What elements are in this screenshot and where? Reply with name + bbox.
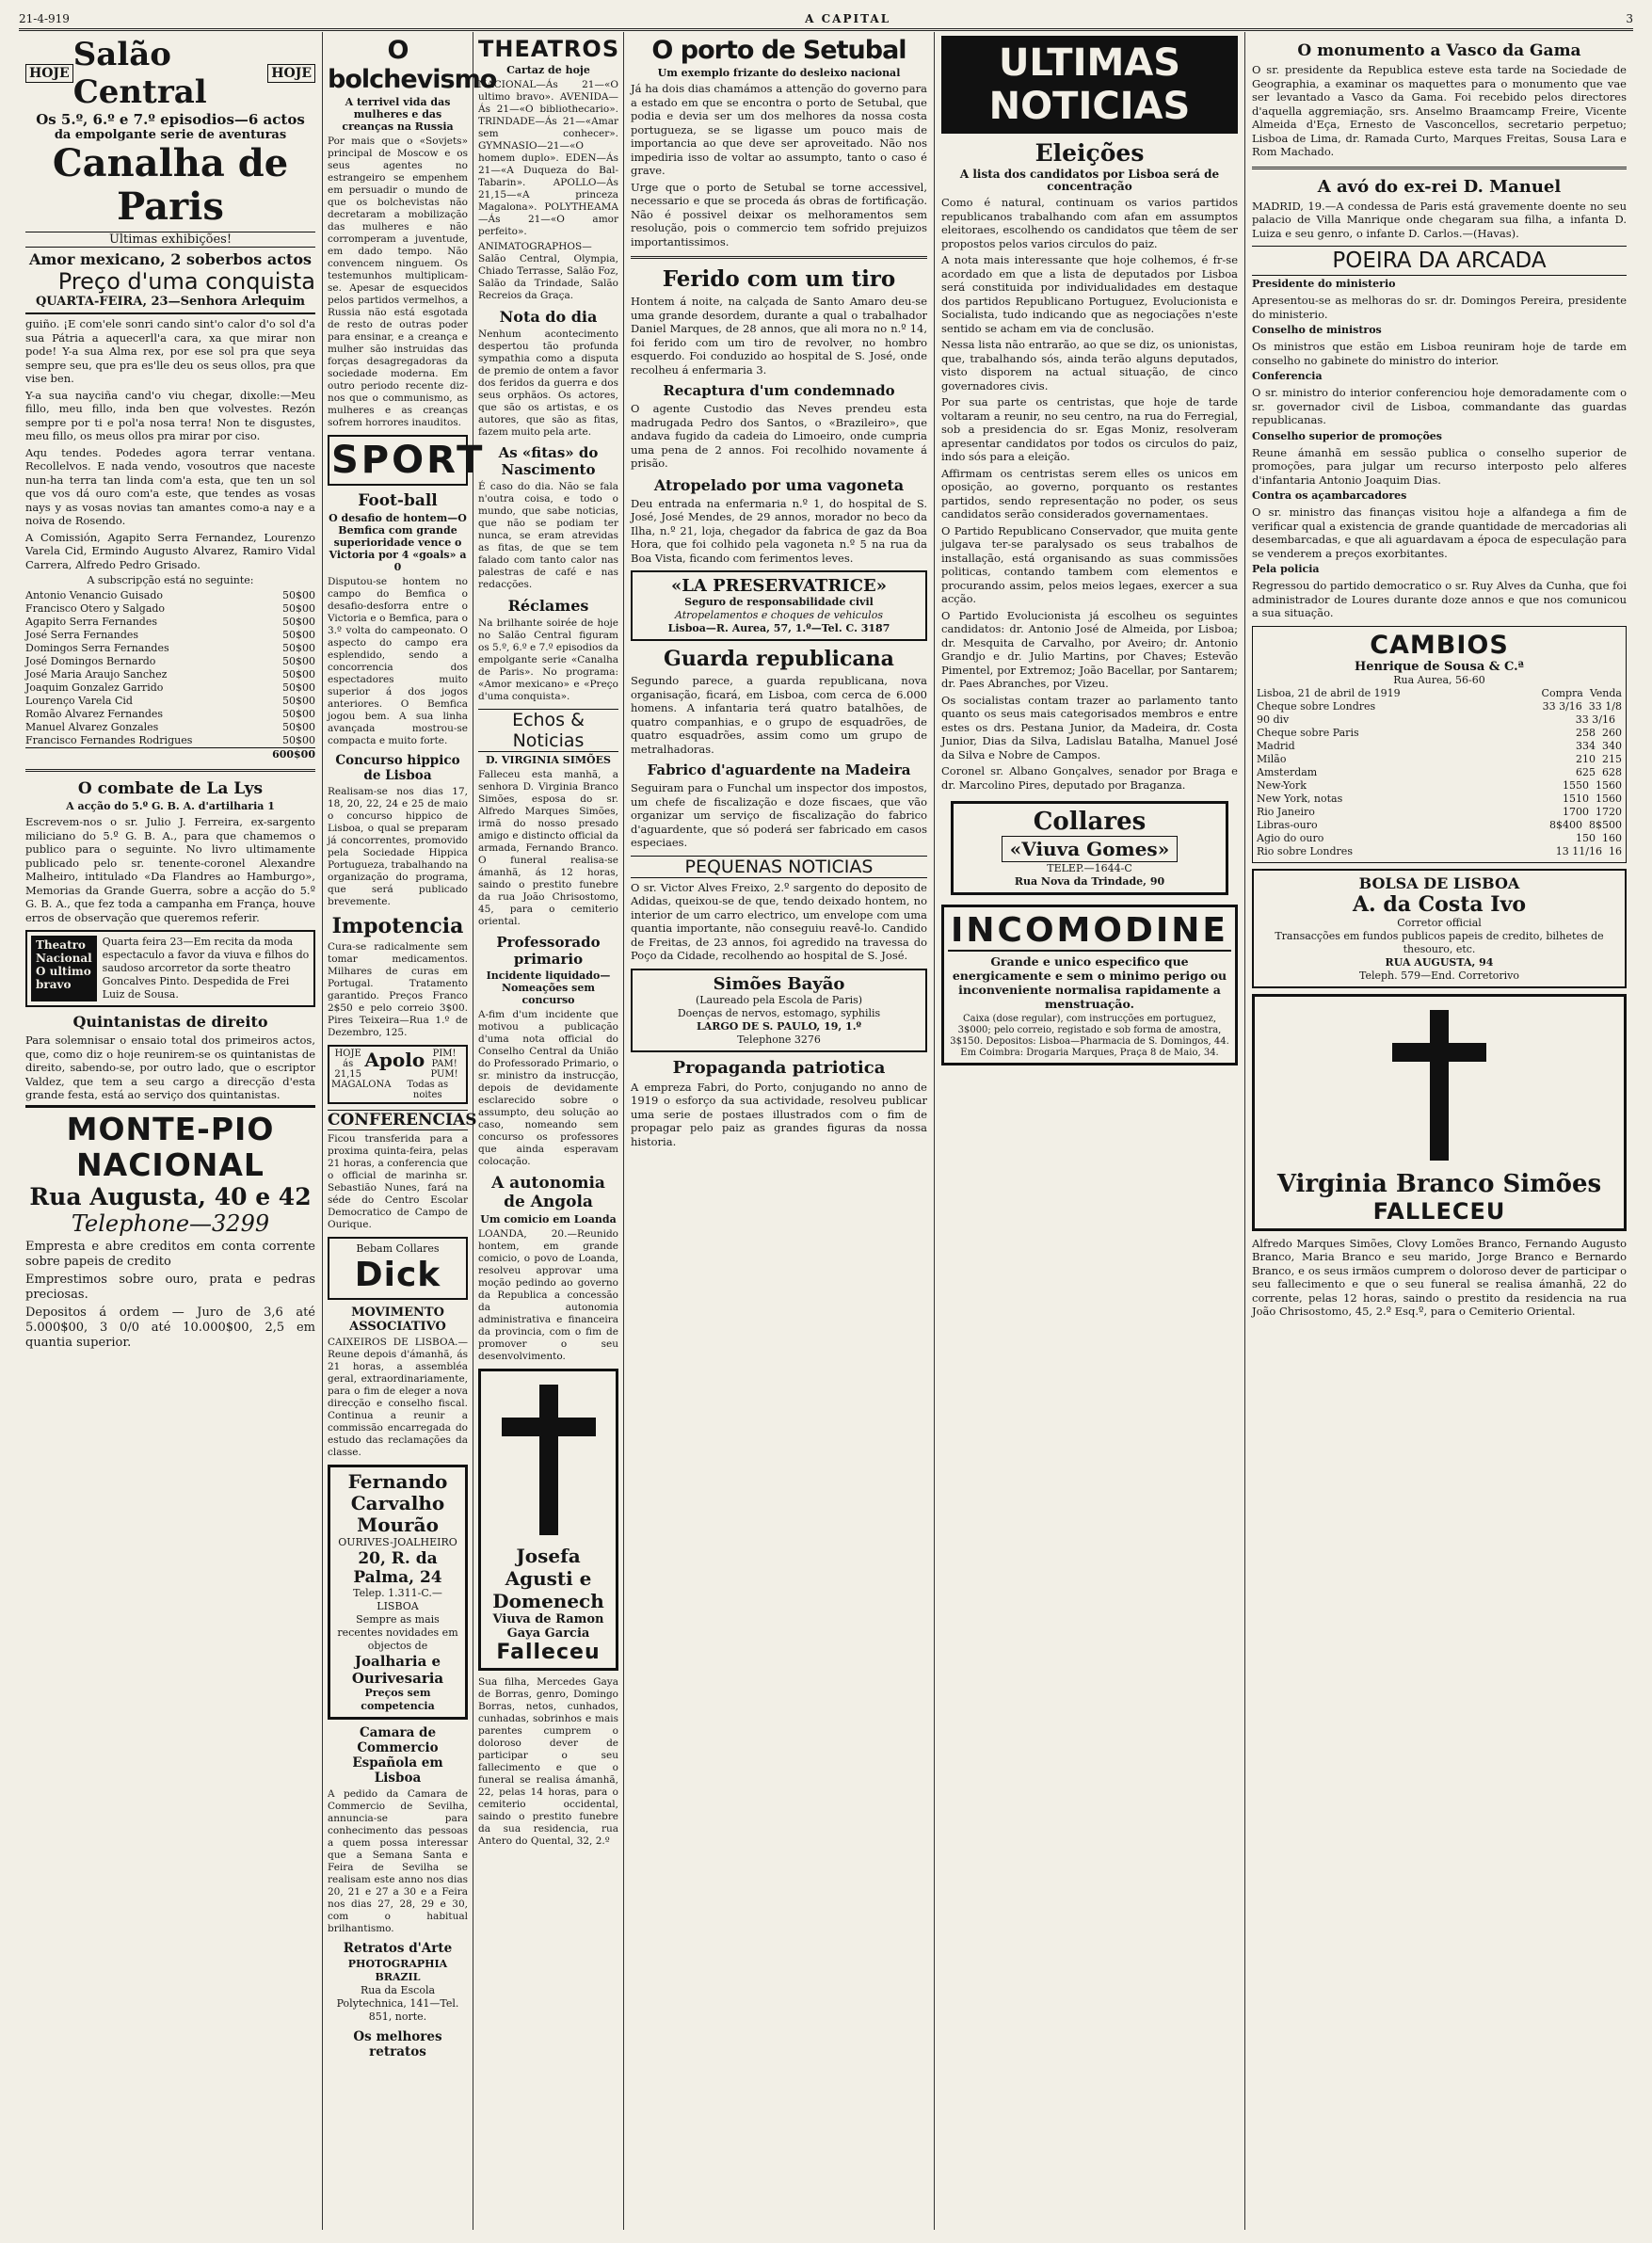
subscriber-name: Romão Alvarez Fernandes [25,708,164,720]
rate-name: Cheque sobre Londres [1257,699,1376,713]
rate-venda: 1720 [1596,805,1622,818]
impotencia-headline: Impotencia [331,914,464,938]
ivo-address: RUA AUGUSTA, 94 [1385,955,1494,969]
movimento-headline: MOVIMENTO ASSOCIATIVO [349,1306,446,1334]
virginia-subhead: D. VIRGINIA SIMÕES [486,754,611,766]
dick-ad [328,1237,468,1300]
recaptura-headline: Recaptura d'um condemnado [663,382,895,399]
viuva-gomes: «Viuva Gomes» [1002,836,1178,862]
theatro-nacional-ad [25,930,315,1007]
vb-falleceu: FALLECEU [1372,1197,1506,1225]
fc-joalharia: Joalharia e Ourivesaria [351,1653,444,1687]
porto-headline: O porto de Setubal [651,36,906,65]
pequenas-text: O sr. Victor Alves Freixo, 2.º sargento do deposito de Adidas, queixou-se de que, tendo deixado hontem, no interior de um carro electrico, um envelope com uma quantia importante, não conseguiu reavê-lo. Candido de Freitas, de 23 annos, foi agredido na travessa do Poço da Cidade, recolhendo ao hospital de S. José. [631,880,927,962]
incomodine-small: Caixa (dose regular), com instrucções em portuguez, 3$000; pelo correio, registado e sob forma de amostra, 3$150. Depositos: Lisboa—Pharmacia de S. Domingos, 44. Em Coimbra: Drogaria Marques, Praça 8 de Maio, 34. [950,1014,1229,1058]
ivo-text: Transacções em fundos publicos papeis de credito, bilhetes de thesouro, etc. [1275,929,1604,955]
reclames-headline: Réclames [507,597,589,615]
quintanistas-headline: Quintanistas de direito [72,1013,268,1031]
eleicoes-text: Como é natural, continuam os varios partidos republicanos trabalhando com afan em assumptos eleitoraes, escolhendo os candidatos que têem de ser propostos pelos varios circulos do paiz. [941,196,1238,250]
josefa-viuva: Viuva de Ramon Gaya Garcia [492,1612,604,1641]
subscriber-name: José Domingos Bernardo [25,655,156,667]
montepio-title: MONTE-PIO NACIONAL [66,1110,275,1183]
fitas-headline: As «fitas» do Nascimento [498,444,599,478]
rate-row [1257,832,1622,845]
bolsa-ad [1252,869,1627,988]
subscription-row [25,695,315,708]
acambarcadores-text: O sr. ministro das finanças visitou hoje a alfandega a fim de verificar qual a existencia de grande quantidade de mercadorias ali desembarcadas, e que ali aguardavam a época de especulação para se venderem a preços exorbitantes. [1252,505,1627,560]
ivo-telephone: Teleph. 579—End. Corretorivo [1358,969,1519,982]
rate-row [1257,700,1622,713]
apolo-magalona: MAGALONA [331,1080,392,1090]
cross-icon [492,1385,605,1535]
policia-headline: Pela policia [1252,563,1320,575]
cambios-venda: Venda [1589,686,1622,699]
vasco-text: O sr. presidente da Republica esteve esta tarde na Sociedade de Geographia, a examinar os maquettes para o monumento que vae ser levantado a Vasco da Gama. Foi recebido pelos directores d'aquella aggremiação, srs. Anselmo Braamcamp Freire, Vicente Almeida d'Eça, Ernesto de Vasconcellos, secretario perpetuo; Lisboa de Lima, dr. Ramada Curto, Marques Freitas, Sousa Lara e Rom Machado. [1252,63,1627,158]
ultimas-title: ULTIMAS NOTICIAS [988,41,1191,128]
apolo-time: HOJE ás 21,15 [334,1049,362,1080]
cambios-compra: Compra [1541,686,1583,699]
sport-title: SPORT [331,439,486,482]
rate-venda: 215 [1602,752,1622,765]
cambios-box [1252,626,1627,863]
bayao-line: Doenças de nervos, estomago, syphilis [677,1006,881,1019]
salao-line2: da empolgante serie de aventuras [54,128,287,142]
subscription-row [25,642,315,655]
salao-film-title: Canalha de Paris [52,141,289,229]
fabrico-headline: Fabrico d'aguardente na Madeira [647,761,911,778]
hoje-label-left: HOJE [25,64,73,83]
rate-compra: 210 [1576,752,1596,765]
lys-text: Escrevem-nos o sr. Julio J. Ferreira, ex-sargento miliciano do 5.º G. B. A., para que chamemos o publico para o seguinte. No livro ultimamente publicado pelo sr. tenente-coronel Alexandre Malheiro, intitulado «Da Flandres ao Hamburgo», Memorias da Grande Guerra, sobre a acção do 5.º G. B. A., que fez toda a campanha em França, houve erros de observação que queremos referir. [25,815,315,924]
rate-name: Agio do ouro [1257,831,1324,844]
subscription-row [25,708,315,721]
rate-name: Amsterdam [1257,765,1318,778]
subscriber-name: Francisco Otero y Salgado [25,602,166,615]
cambios-date: Lisboa, 21 de abril de 1919 [1257,686,1401,699]
conferencia-headline: Conferencia [1252,370,1323,382]
virginia-text: Falleceu esta manhã, a senhora D. Virginia Branco Simões, esposa do sr. Alfredo Marques Simões, irmã do nosso presado amigo e distincto official da armada, Fernando Branco. O funeral realisa-se ámanhã, ás 12 horas, saindo o prestito funebre da rua João Chrisostomo, 45, para o cemiterio oriental. [478,769,618,927]
subscriber-name: Lourenço Varela Cid [25,695,133,707]
eleicoes-headline: Eleições [1035,139,1145,167]
newspaper-page [19,32,1633,2230]
subscriber-value: 50$00 [282,721,315,733]
rate-venda: 340 [1602,739,1622,752]
pequenas-headline: PEQUENAS NOTICIAS [631,856,927,878]
subscriber-name: Domingos Serra Fernandes [25,642,169,654]
subscriber-name: Joaquim Gonzalez Garrido [25,681,164,694]
salao-amor: Amor mexicano, 2 soberbos actos [28,250,313,268]
dick-title: Dick [354,1256,441,1294]
cambios-firm: Henrique de Sousa & C.ª [1354,659,1525,674]
salao-line1: Os 5.º, 6.º e 7.º episodios—6 actos [36,111,305,128]
bayao-telephone: Telephone 3276 [737,1033,821,1046]
rate-row [1257,727,1622,740]
subscription-row [25,629,315,642]
rate-compra: 13 11/16 [1555,844,1602,857]
apolo-row [331,1049,464,1080]
subscriber-value: 50$00 [282,616,315,628]
rate-compra: 33 3/16 [1575,713,1615,726]
montepio-line: Empresta e abre creditos em conta corrente sobre papeis de credito [25,1239,315,1269]
subscription-row [25,589,315,602]
incomodine-title: INCOMODINE [948,911,1231,952]
cross-icon [1383,1010,1496,1161]
conselho-headline: Conselho de ministros [1252,324,1382,336]
subscriber-value: 50$00 [282,681,315,694]
avo-headline: A avó do ex-rei D. Manuel [1317,176,1562,197]
rate-compra: 8$400 [1549,818,1582,831]
rate-name: 90 div [1257,713,1290,726]
theatro-bravo: O ultimo bravo [36,965,91,991]
montepio-line: Emprestimos sobre ouro, prata e pedras preciosas. [25,1272,315,1302]
nota-headline: Nota do dia [499,308,598,326]
subscription-row [25,655,315,668]
avo-text: MADRID, 19.—A condessa de Paris está gravemente doente no seu palacio de Villa Manrique onde chegaram sua filha, a infanta D. Luiza e seu genro, o infante D. Carlos.—(Havas). [1252,199,1627,240]
fc-telephone: Telep. 1.311-C.—LISBOA [353,1587,442,1612]
eleicoes-text: Os socialistas contam trazer ao parlamento tanto quanto os seus mais categorisados membros e entre estes os drs. Pestana Junior, da Madeira, dr. Costa Junior, Dias da Silva, Ladislau Batalha, Manuel José da Silva e Nobre de Campos. [941,693,1238,761]
professorado-headline: Professorado primario [496,934,601,968]
subscription-list [25,589,315,761]
subscriber-value: 50$00 [282,589,315,601]
conferencias-headline: CONFERENCIAS [328,1111,477,1130]
fabrico-text: Seguiram para o Funchal um inspector dos impostos, um chefe de fiscalização e doze fiscaes, que vão organizar um serviço de fiscalização do fabrico d'aguardente, que só poderá ser fabricado em casos especiaes. [631,781,927,849]
subscriber-value: 50$00 [282,708,315,720]
josefa-falleceu: Falleceu [496,1641,601,1664]
football-subhead: O desafio de hontem—O Bemfica com grande superioridade vence o Victoria por 4 «goals» a 0 [329,512,467,573]
eleicoes-text: O Partido Republicano Conservador, que muita gente julgava ter-se paralysado os seus trabalhos de installação, está organisando as suas commissões politicas, contando tambem com elementos e procurando assim, pelos meios legaes, exercer a sua acção. [941,523,1238,605]
professorado-text: A-fim d'um incidente que motivou a publicação d'uma nota official do Conselho Central da União do Professorado Primario, o sr. ministro da instrucção, depois de devidamente esclarecido sobre o assumpto, deu solução ao caso, nomeando sem concurso os professores que ainda esperavam colocação. [478,1009,618,1167]
rate-row [1257,766,1622,779]
vasco-headline: O monumento a Vasco da Gama [1297,41,1581,60]
montepio-line: Depositos á ordem — Juro de 3,6 até 5.000$00, 3 0/0 até 10.000$00, 2,5 em quantia superior. [25,1305,315,1350]
story-paragraph: guiño. ¡E com'ele sonri cando sint'o calor d'o sol d'a sua Pátria a aquecerll'a cara, xa que mirar non pode! Y-a sua Alma rex, por ese sol pra que seya sempre seu, que pra es'lle deu os seus ollos, pra que vise ben. [25,317,315,385]
eleicoes-text: Nessa lista não entrarão, ao que se diz, os unionistas, que, trabalhando sós, ainda terão alguns deputados, visto disporem na actual situação, de cinco governadores civis. [941,338,1238,393]
angola-subhead: Um comicio em Loanda [480,1213,617,1226]
ferido-headline: Ferido com um tiro [662,266,896,292]
column-4 [624,32,935,2230]
rate-venda: 260 [1602,726,1622,739]
bolchevismo-text: Por mais que o «Sovjets» principal de Moscow e os seus agentes no estrangeiro se empenhem em persuadir o mundo de que os bolchevistas não decretaram a mobilização das mulheres e não corromperam a juventude, em dado tempo. Não convencem ninguem. Os testemunhos multiplicam-se. Apesar de esquecidos pelos partidos vermelhos, a Russia não está esgotada de resto de outras poder para ensinar, e a creança e mulher são instruidas das forças desagregadoras da sociedade moderna. Em outro periodo recente diz-nos que o communismo, as mulheres e as creanças sofrem horrores inauditos. [328,136,468,428]
incomodine-ad [941,905,1238,1065]
apolo-title: Apolo [364,1049,425,1071]
josefa-text: Sua filha, Mercedes Gaya de Borras, genro, Domingo Borras, netos, cunhados, cunhadas, sobrinhos e mais parentes cumprem o doloroso dever de participar o seu fallecimento e que o funeral se realisa ámanhã, 22, pelas 14 horas, para o cemiterio occidental, saindo o prestito funebre da sua residencia, rua Antero do Quental, 32, 2.º [478,1676,618,1847]
masthead [19,9,1633,31]
column-1 [19,32,323,2230]
rate-compra: 150 [1576,831,1596,844]
virginia-obituary [1252,994,1627,1231]
bolchevismo-subhead: A terrivel vida das mulheres e das creanças na Russia [342,96,454,133]
subscriber-name: Manuel Alvarez Gonzales [25,721,159,733]
hoje-label-right: HOJE [267,64,315,83]
rate-row [1257,806,1622,819]
salao-ultimas: Ultimas exhibições! [25,232,315,248]
nota-text: Nenhum acontecimento despertou tão profunda sympathia como a disputa de premio de ontem a favor dos feridos da guerra e dos seus orphãos. Os actores, que são os artistas, e os autores, que são as fitas, fazem muito pela arte. [478,328,618,438]
presidente-text: Apresentou-se as melhoras do sr. dr. Domingos Pereira, presidente do ministerio. [1252,294,1627,321]
cartaz-subhead: Cartaz de hoje [506,64,590,76]
rate-venda: 1560 [1596,792,1622,805]
vb-text: Alfredo Marques Simões, Clovy Lomões Branco, Fernando Augusto Branco, Maria Branco e seu marido, Jorge Branco e Bernardo Branco, e os seus irmãos cumprem o doloroso dever de participar o seu fallecimento e que o seu funeral se realisa ámanhã, 22 do corrente, pelas 12 horas, saindo o prestito da residencia na rua João Chrisostomo, 45, 2.º Esq.º, para o Cemiterio Oriental. [1252,1236,1627,1318]
subscriber-value: 50$00 [282,602,315,615]
angola-text: LOANDA, 20.—Reunido hontem, em grande comicio, o povo de Loanda, resolveu approvar uma moção pedindo ao governo da Republica a concessão da autonomia administrativa e financeira da provincia, com o fim de promover o seu desenvolvimento. [478,1228,618,1362]
montepio-phone: Telephone—3299 [71,1210,270,1237]
lys-subhead: A acção do 5.º G. B. A. d'artilharia 1 [66,800,275,812]
photo-address: Rua da Escola Polytechnica, 141—Tel. 851, norte. [336,1984,459,2023]
promocoes-text: Reune ámanhã em sessão publica o conselho superior de promoções, para julgar um recurso interposto pelo alferes d'infantaria Antonio Joaquim Dias. [1252,445,1627,487]
eleicoes-text: Affirmam os centristas serem elles os unicos em oposição, ao governo, porquanto os restantes partidos, sendo representação no poder, os seus candidatos serão considerados governamentaes. [941,466,1238,521]
preservatrice-line: Atropelamentos e choques de vehiculos [675,609,883,621]
apolo-row-2 [331,1080,464,1100]
josefa-obituary [478,1369,618,1671]
story-paragraph: Y-a sua nayciña cand'o viu chegar, dixolle:—Meu fillo, meu fillo, inda ben que volvestes. Rezón sempre por ti e pol'a nosa terra! Non te disgustes, meu fillo, os meus ollos pra mirar por ciso. [25,388,315,442]
bolchevismo-headline: O bolchevismo [328,36,497,94]
movimento-text: CAIXEIROS DE LISBOA.—Reune depois d'ámanhã, ás 21 horas, a assembléa geral, extraordinariamente, para o fim de eleger a nova direcção e conselho fiscal. Continua a reunir a commissão encarregada do estudo das reclamações da classe. [328,1337,468,1458]
column-3 [473,32,624,2230]
rate-name: Milão [1257,752,1287,765]
reclames-text: Na brilhante soirée de hoje no Salão Central figuram os 5.º, 6.º e 7.º episodios da empolgante serie «Canalha de Paris». No programa: «Amor mexicano» e «Preço d'uma conquista». [478,617,618,702]
porto-subhead: Um exemplo frizante do desleixo nacional [657,67,901,79]
rate-row [1257,819,1622,832]
montepio-address: Rua Augusta, 40 e 42 [29,1182,312,1210]
masthead-title: A CAPITAL [805,12,891,25]
policia-text: Regressou do partido democratico o sr. Ruy Alves da Cunha, que foi administrador de Loures durante doze annos e que nos comunicou a sua situação. [1252,579,1627,619]
divider [1252,167,1627,169]
subscriber-value: 50$00 [282,655,315,667]
subscriber-name: Agapito Serra Fernandes [25,616,157,628]
angola-headline: A autonomia de Angola [491,1174,605,1211]
guarda-headline: Guarda republicana [664,647,894,671]
sport-banner [328,435,486,486]
ultimas-banner [941,36,1238,134]
preservatrice-ad [631,570,927,641]
theatro-nacional-text: Quarta feira 23—Em recita da moda espectaculo a favor da viuva e filhos do saudoso arcorretor da sorte theatro Goncalves Pinto. Despedida de Frei Luiz de Sousa. [102,936,310,1001]
bayao-sub: (Laureado pela Escola de Paris) [695,993,863,1006]
presidente-headline: Presidente do ministerio [1252,278,1396,290]
recaptura-text: O agente Custodio das Neves prendeu esta madrugada Pedro dos Santos, o «Brazileiro», que andava fugido da cadeia do Limoeiro, onde cumpria uma pena de 2 annos. Foi recolhido novamente á prisão. [631,402,927,470]
subscriber-value: 50$00 [282,629,315,641]
viuva-gomes-address: Rua Nova da Trindade, 90 [1014,875,1165,888]
fc-name: Fernando Carvalho Mourão [347,1470,448,1536]
subscription-total: 600$00 [25,747,315,761]
rate-compra: 258 [1576,726,1596,739]
subscriber-value: 50$00 [282,642,315,654]
divider [631,256,927,259]
retratos-headline: Retratos d'Arte [343,1941,453,1956]
rate-compra: 1550 [1563,778,1589,792]
propaganda-headline: Propaganda patriotica [672,1057,886,1078]
eleicoes-subhead: A lista dos candidatos por Lisboa será de concentração [959,168,1220,193]
fernando-carvalho-ad [328,1465,468,1720]
column-6 [1245,32,1633,2230]
story-paragraph: Aqu tendes. Podedes agora terrar ventana. Recollelvos. E nada vendo, vosoutros que naceste nun-ha terra tan linda com'a esta, que ten un sol que vos dá ouro com'a este, que tendes as vosas nays y as vosas novias tan amantes como-a nay e a noiva de Rosendo. [25,445,315,527]
lys-headline: O combate de La Lys [77,779,264,798]
rate-name: Rio Janeiro [1257,805,1315,818]
rate-compra: 334 [1576,739,1596,752]
promocoes-headline: Conselho superior de promoções [1252,429,1442,442]
atropelado-headline: Atropelado por uma vagoneta [653,475,905,494]
preservatrice-sub: Seguro de responsabilidade civil [684,596,874,608]
subscription-row [25,602,315,616]
rate-venda: 160 [1602,831,1622,844]
photo-name: PHOTOGRAPHIA BRAZIL [347,1958,448,1983]
impotencia-text: Cura-se radicalmente sem tomar medicamentos. Milhares de curas em Portugal. Tratamento garantido. Preços Franco 2$50 e pelo correio 3$00. Pires Teixeira—Rua 1.º de Dezembro, 125. [328,941,468,1038]
divider [25,769,315,772]
bayao-address: LARGO DE S. PAULO, 19, 1.º [696,1019,862,1033]
cambios-address: Rua Aurea, 56-60 [1393,673,1485,686]
bayao-ad [631,969,927,1052]
theatro-nacional-box [31,936,97,1001]
column-2 [323,32,497,2230]
rate-name: Madrid [1257,739,1295,752]
subscription-row [25,681,315,695]
apolo-ad [328,1045,468,1104]
rate-name: Rio sobre Londres [1257,844,1353,857]
fc-text: Sempre as mais recentes novidades em objectos de [337,1613,458,1652]
conferencia-text: O sr. ministro do interior conferenciou hoje demoradamente com o sr. governador civil de Lisboa, commandante das guardas republicanas. [1252,386,1627,426]
rate-venda: 1560 [1596,778,1622,792]
hippico-headline: Concurso hippico de Lisboa [335,753,460,783]
subscriber-name: José Serra Fernandes [25,629,139,641]
porto-text: Urge que o porto de Setubal se torne accessivel, necessario e que se proceda ás obras de fortificação. Não é possivel deixar os melhoramentos sem resolução, pois o commercio tem sofrido prejuizos importantissimos. [631,180,927,248]
salao-central-ad [25,36,315,314]
rate-compra: 1510 [1563,792,1589,805]
viuva-gomes-telephone: TELEP.—1644-C [1047,862,1132,874]
quintanistas-text: Para solemnisar o ensaio total dos primeiros actos, que, como diz o hoje reunirem-se os quintanistas de direito, sabendo-se, por outro lado, que o escriptor Valdez, que tem a seu cargo a direcção d'esta grande festa, está ao serviço dos quintanistas. [25,1033,315,1101]
rate-name: Cheque sobre Paris [1257,726,1359,739]
cambios-header [1257,687,1622,700]
rate-compra: 33 3/16 [1542,699,1582,713]
rate-row [1257,740,1622,753]
vb-name: Virginia Branco Simões [1276,1169,1602,1198]
subscriber-name: Francisco Fernandes Rodrigues [25,734,193,746]
rate-compra: 625 [1576,765,1596,778]
subscription-row [25,616,315,629]
incomodine-text: Grande e unico especifico que energicamente e sem o minimo perigo ou inconveniente normalisa rapidamente a menstruação. [952,954,1227,1011]
collares-title: Collares [1033,808,1147,836]
rate-name: Libras-ouro [1257,818,1318,831]
cartaz-text: NACIONAL—Ás 21—«O ultimo bravo». AVENIDA—Ás 21—«O bibliothecario». TRINDADE—Ás 21—«Amar sem conhecer». GYMNASIO—21—«O homem duplo». EDEN—Ás 21—«A Duqueza do Bal-Tabarin». APOLLO—Ás 21,15—«A princeza Magalona». POLYTHEAMA—Ás 21—«O amor perfeito». [478,79,618,237]
propaganda-text: A empreza Fabri, do Porto, conjugando no anno de 1919 o esforço da sua actividade, resolveu publicar uma serie de postaes illustrados com o fim de propagar pelo paiz as grandes figuras da nossa historia. [631,1080,927,1148]
subscription-row [25,734,315,747]
salao-preco: Preço d'uma conquista [57,268,315,295]
subscriber-value: 50$00 [282,668,315,681]
bayao-title: Simões Bayão [713,973,845,994]
animatographos-text: ANIMATOGRAPHOS—Salão Central, Olympia, Chiado Terrasse, Salão Foz, Salão da Trindade, Salão Recreios da Graça. [478,241,618,301]
rate-venda: 33 1/8 [1588,699,1622,713]
fc-precos: Preços sem competencia [361,1687,435,1712]
camara-text: A pedido da Camara de Commercio de Sevilha, annuncia-se para conhecimento das pessoas a quem possa interessar que a Semana Santa e Feira de Sevilha se realisam este anno nos dias 20, 21 e 27 a 30 e a Feira nos dias 27, 28, 29 e 30, com o habitual brilhantismo. [328,1788,468,1934]
melhores-retratos: Os melhores retratos [353,2029,442,2059]
rate-name: New-York [1257,778,1307,792]
camara-headline: Camara de Commercio Española em Lisboa [352,1725,443,1786]
conselho-text: Os ministros que estão em Lisboa reuniram hoje de tarde em conselho no gabinete do ministro do interior. [1252,340,1627,367]
dick-bebam: Bebam Collares [356,1242,440,1255]
apolo-show: PIM! PAM! PUM! [430,1049,458,1080]
subscriber-name: José Maria Araujo Sanchez [25,668,168,681]
echos-headline: Echos & Noticias [478,709,618,752]
eleicoes-text: Coronel sr. Albano Gonçalves, senador por Braga e dr. Marcolino Pires, deputado por Braganza. [941,764,1238,792]
conferencias-text: Ficou transferida para a proxima quinta-feira, pelas 21 horas, a conferencia que o official de marinha sr. Sebastião Nunes, fará na séde do Centro Escolar Democratico de Campo de Ourique. [328,1133,468,1230]
poeira-headline: POEIRA DA ARCADA [1252,246,1627,276]
subscription-row [25,668,315,681]
masthead-date: 21-4-919 [19,12,70,25]
subscriber-name: Antonio Venancio Guisado [25,589,164,601]
preservatrice-title: «LA PRESERVATRICE» [670,576,887,596]
rate-venda: 16 [1609,844,1622,857]
rate-row [1257,779,1622,793]
professorado-subhead: Incidente liquidado—Nomeações sem concurso [486,969,611,1006]
rate-row [1257,793,1622,806]
josefa-name: Josefa Agusti e Domenech [492,1545,604,1612]
cambios-title: CAMBIOS [1370,630,1509,660]
acambarcadores-headline: Contra os açambarcadores [1252,489,1407,502]
rate-venda: 8$500 [1589,818,1622,831]
bolsa-title: BOLSA DE LISBOA [1358,873,1520,892]
subscriber-value: 50$00 [282,734,315,746]
eleicoes-text: O Partido Evolucionista já escolheu os seguintes candidatos: dr. Antonio José de Almeida, por Lisboa; dr. Mesquita de Carvalho, por Aveiro; dr. Antonio Grandjo e dr. Julio Martins, por Chaves; Estevão Pimentel, por Extremoz; João Bacellar, por Santarem; dr. Paes Abranches, por Vizeu. [941,608,1238,690]
rate-compra: 1700 [1563,805,1589,818]
football-text: Disputou-se hontem no campo do Bemfica o desafio-desforra entre o Victoria e o Bemfica, para o 3.º volta do campeonato. O aspecto do campo era esplendido, sendo a concorrencia dos espectadores muito superior á dos jogos anteriores. O Bemfica jogou bem. A sua linha avançada mostrou-se compacta e muito forte. [328,576,468,746]
guarda-text: Segundo parece, a guarda republicana, nova organisação, ficará, em Lisboa, com cerca de 6.000 homens. A infantaria terá quatro batalhões, de quatro companhias, e o grupo de esquadrões, de quatro esquadrões, assim como um grupo de metralhadoras. [631,674,927,756]
subscriber-value: 50$00 [282,695,315,707]
ivo-sub: Corretor official [1397,916,1482,929]
masthead-page: 3 [1626,12,1633,25]
atropelado-text: Deu entrada na enfermaria n.º 1, do hospital de S. José, José Mendes, de 29 annos, morador no beco da Ilha, n.º 21, loja, chegador da fabrica de gaz da Boa Hora, que foi colhido pela vagoneta n.º 5 na rua da Boa Vista, ficando com ferimentos leves. [631,496,927,565]
subscription-heading: A subscripção está no seguinte: [87,574,254,586]
montepio-ad [25,1105,315,1351]
salao-quarta: QUARTA-FEIRA, 23—Senhora Arlequim [35,295,306,309]
rate-name: New York, notas [1257,792,1343,805]
fc-trade: OURIVES-JOALHEIRO [338,1536,457,1548]
fitas-text: É caso do dia. Não se fala n'outra coisa, e todo o mundo, que sabe noticias, que não se podiam ter nunca, se eram atrevidas as fitas, de que se tem falado com tanto calor nas palestras de café e nas redacções. [478,481,618,590]
theatros-headline: THEATROS [478,36,620,62]
column-5 [935,32,1245,2230]
eleicoes-text: A nota mais interessante que hoje colhemos, é fr-se acordado em que a lista de deputados por Lisboa será constituida por individualidades em destaque dos partidos Republicano Portuguez, Evolucionista e Socialista, tudo indicando que as negociações n'este sentido se acham em via de conclusão. [941,253,1238,335]
subscription-row [25,721,315,734]
story-commission: A Comissión, Agapito Serra Fernandez, Lourenzo Varela Cid, Ermindo Augusto Alvarez, Ramiro Vidal Carrera, Alfredo Pedro Grisado. [25,530,315,571]
theatro-nacional-title: Theatro Nacional [36,938,92,965]
ferido-text: Hontem á noite, na calçada de Santo Amaro deu-se uma grande desordem, durante a qual o trabalhador Daniel Marques, de 28 annos, que ali mora no n.º 14, foi ferido com um tiro de revolver, no hombro esquerdo. Foi conduzido ao hospital de S. José, onde recolheu á enfermaria 3. [631,295,927,377]
rate-row [1257,713,1622,727]
ivo-name: A. da Costa Ivo [1352,891,1527,917]
fc-address: 20, R. da Palma, 24 [353,1549,442,1587]
hippico-text: Realisam-se nos dias 17, 18, 20, 22, 24 e 25 de maio o concurso hippico de Lisboa, o qual se preparam já concorrentes, promovido pela Sociedade Hippica Portugueza, trabalhando na organização do programa, que será publicado brevemente. [328,786,468,907]
salao-title: Salão Central [72,36,207,111]
apolo-todas: Todas as noites [407,1080,449,1100]
rate-row [1257,753,1622,766]
porto-text: Já ha dois dias chamámos a attenção do governo para a estado em que se encontra o porto de Setubal, que podia e devia ser um dos melhores da nossa costa portugueza, se se ligasse um pouco mais de importancia ao que deve ser aproveitado. Não nos impediria isso de voltar ao assumpto, tanto o caso é grave. [631,82,927,177]
eleicoes-text: Por sua parte os centristas, que hoje de tarde voltaram a reunir, no seu centro, na rua do Ferregial, sob a presidencia do sr. Egas Moniz, resolveram apresentar candidatos por todos os circulos do paiz, indo sós para a eleição. [941,395,1238,463]
collares-ad [951,801,1228,895]
rate-row [1257,845,1622,858]
football-headline: Foot-ball [358,491,438,510]
rate-venda: 628 [1602,765,1622,778]
preservatrice-address: Lisboa—R. Aurea, 57, 1.º—Tel. C. 3187 [667,622,890,634]
